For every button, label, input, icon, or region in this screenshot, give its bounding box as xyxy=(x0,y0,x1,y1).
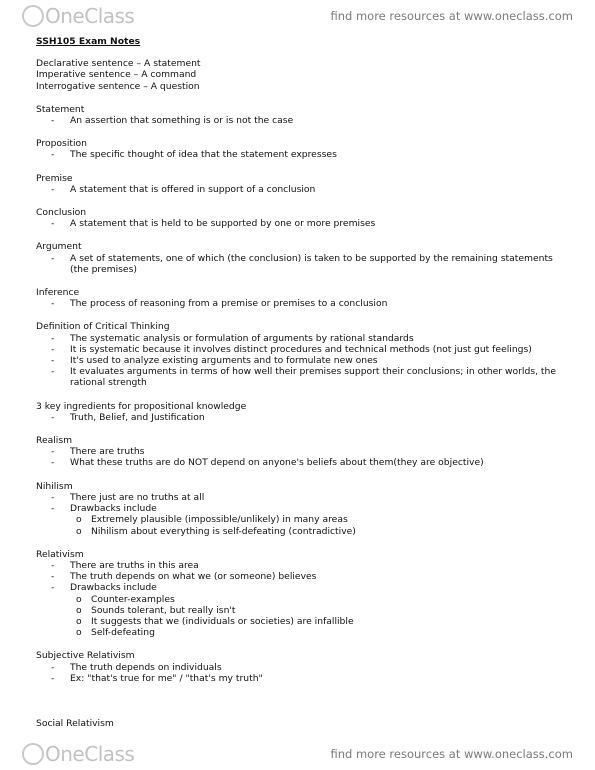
bullet-text: It's used to analyze existing arguments and to formulate new ones xyxy=(70,355,378,367)
section-heading: Subjective Relativism xyxy=(36,650,135,662)
section-heading: Conclusion xyxy=(36,207,87,219)
dash-bullet-icon: - xyxy=(51,571,55,583)
bullet-item xyxy=(36,662,566,673)
circle-bullet-icon: o xyxy=(76,514,82,526)
circle-bullet-icon: o xyxy=(76,615,82,627)
sub-bullet-text: It suggests that we (individuals or societies) are infallible xyxy=(91,615,354,627)
section-heading: Nihilism xyxy=(36,480,73,492)
bullet-text: What these truths are do NOT depend on anyone's beliefs about them(they are objective) xyxy=(70,457,484,469)
section xyxy=(36,650,566,684)
section xyxy=(36,173,566,195)
dash-bullet-icon: - xyxy=(51,582,55,594)
bullet-item xyxy=(36,571,566,582)
dash-bullet-icon: - xyxy=(51,366,55,378)
sections-container xyxy=(36,104,566,684)
oneclass-logo[interactable] xyxy=(22,4,134,28)
sub-bullet-text: Extremely plausible (impossible/unlikely) in many areas xyxy=(91,514,348,526)
section xyxy=(36,241,566,275)
bullet-item xyxy=(36,355,566,366)
sub-bullet-text: Sounds tolerant, but really isn't xyxy=(91,604,236,616)
footer-tagline[interactable]: find more resources at www.oneclass.com xyxy=(330,747,573,761)
dash-bullet-icon: - xyxy=(51,343,55,355)
dash-bullet-icon: - xyxy=(51,503,55,515)
intro-line: Declarative sentence – A statement xyxy=(36,58,201,70)
bullet-item xyxy=(36,149,566,160)
bullet-item xyxy=(36,412,566,423)
bullet-item xyxy=(36,115,566,126)
bullet-item xyxy=(36,457,566,468)
sub-bullet-text: Self-defeating xyxy=(91,627,155,639)
sub-bullet-item xyxy=(36,526,566,537)
section xyxy=(36,104,566,126)
logo-text: OneClass xyxy=(45,4,135,28)
bullet-text: Drawbacks include xyxy=(70,582,157,594)
bullet-item xyxy=(36,298,566,309)
section-heading: Realism xyxy=(36,435,73,447)
section-heading: Relativism xyxy=(36,548,84,560)
bullet-item xyxy=(36,366,566,388)
bullet-text: Drawbacks include xyxy=(70,503,157,515)
sub-bullet-item xyxy=(36,594,566,605)
bullet-text: The process of reasoning from a premise or premises to a conclusion xyxy=(70,298,388,310)
dash-bullet-icon: - xyxy=(51,661,55,673)
dash-bullet-icon: - xyxy=(51,252,55,264)
bullet-text: The truth depends on individuals xyxy=(70,661,222,673)
dash-bullet-icon: - xyxy=(51,115,55,127)
bullet-text: There just are no truths at all xyxy=(70,491,205,503)
bullet-item xyxy=(36,333,566,344)
intro-line: Interrogative sentence – A question xyxy=(36,80,200,92)
bullet-item xyxy=(36,253,566,275)
section-heading: Proposition xyxy=(36,138,87,150)
oneclass-footer-logo[interactable] xyxy=(22,742,134,766)
dash-bullet-icon: - xyxy=(51,491,55,503)
bullet-item xyxy=(36,503,566,514)
sub-bullet-item xyxy=(36,616,566,627)
section xyxy=(36,207,566,229)
page-header xyxy=(0,0,595,32)
sub-bullet-text: Nihilism about everything is self-defeating (contradictive) xyxy=(91,525,356,537)
document-title: SSH105 Exam Notes xyxy=(36,36,141,47)
bullet-text: An assertion that something is or is not the case xyxy=(70,115,294,127)
intro-line: Imperative sentence – A command xyxy=(36,69,197,81)
logo-ring-icon xyxy=(22,5,44,27)
section-heading: Definition of Critical Thinking xyxy=(36,321,170,333)
bullet-text: It evaluates arguments in terms of how well their premises support their conclusions; in other worlds, the rational strength xyxy=(70,366,556,389)
sub-bullet-text: Counter-examples xyxy=(91,593,175,605)
section xyxy=(36,138,566,160)
section xyxy=(36,401,566,423)
circle-bullet-icon: o xyxy=(76,604,82,616)
sub-bullet-item xyxy=(36,605,566,616)
dash-bullet-icon: - xyxy=(51,559,55,571)
section-heading: Premise xyxy=(36,172,73,184)
section-heading: Statement xyxy=(36,103,85,115)
bullet-item xyxy=(36,582,566,593)
header-tagline[interactable]: find more resources at www.oneclass.com xyxy=(330,9,573,23)
dash-bullet-icon: - xyxy=(51,446,55,458)
sub-bullet-item xyxy=(36,627,566,638)
logo-ring-icon xyxy=(22,743,44,765)
dash-bullet-icon: - xyxy=(51,183,55,195)
bullet-text: The truth depends on what we (or someone) believes xyxy=(70,571,317,583)
bullet-item xyxy=(36,446,566,457)
circle-bullet-icon: o xyxy=(76,593,82,605)
section xyxy=(36,321,566,388)
section xyxy=(36,287,566,309)
circle-bullet-icon: o xyxy=(76,525,82,537)
bullet-text: Ex: "that's true for me" / "that's my truth" xyxy=(70,672,263,684)
section xyxy=(36,549,566,639)
document-body xyxy=(36,36,566,729)
bullet-item xyxy=(36,560,566,571)
bullet-item xyxy=(36,492,566,503)
bullet-text: Truth, Belief, and Justification xyxy=(70,411,205,423)
dash-bullet-icon: - xyxy=(51,298,55,310)
dash-bullet-icon: - xyxy=(51,332,55,344)
dash-bullet-icon: - xyxy=(51,355,55,367)
bullet-item xyxy=(36,218,566,229)
bullet-text: It is systematic because it involves distinct procedures and technical methods (not just gut feelings) xyxy=(70,343,532,355)
section-heading: 3 key ingredients for propositional knowledge xyxy=(36,400,247,412)
page-footer xyxy=(0,738,595,770)
bullet-text: A statement that is offered in support of a conclusion xyxy=(70,183,316,195)
footer-logo-text: OneClass xyxy=(45,742,135,766)
section xyxy=(36,481,566,537)
section-heading-social-relativism: Social Relativism xyxy=(36,717,114,729)
circle-bullet-icon: o xyxy=(76,627,82,639)
intro-sentences xyxy=(36,58,566,92)
bullet-text: The specific thought of idea that the statement expresses xyxy=(70,149,337,161)
section xyxy=(36,435,566,469)
bullet-text: A set of statements, one of which (the conclusion) is taken to be supported by the remaining statements (the premises) xyxy=(70,252,553,275)
dash-bullet-icon: - xyxy=(51,672,55,684)
dash-bullet-icon: - xyxy=(51,149,55,161)
section-heading: Inference xyxy=(36,287,80,299)
bullet-item xyxy=(36,184,566,195)
bullet-text: There are truths xyxy=(70,446,145,458)
dash-bullet-icon: - xyxy=(51,411,55,423)
dash-bullet-icon: - xyxy=(51,457,55,469)
bullet-item xyxy=(36,673,566,684)
bullet-text: There are truths in this area xyxy=(70,559,199,571)
bullet-text: A statement that is held to be supported by one or more premises xyxy=(70,218,376,230)
dash-bullet-icon: - xyxy=(51,218,55,230)
sub-bullet-item xyxy=(36,514,566,525)
bullet-text: The systematic analysis or formulation of arguments by rational standards xyxy=(70,332,414,344)
section-heading: Argument xyxy=(36,241,82,253)
bullet-item xyxy=(36,344,566,355)
